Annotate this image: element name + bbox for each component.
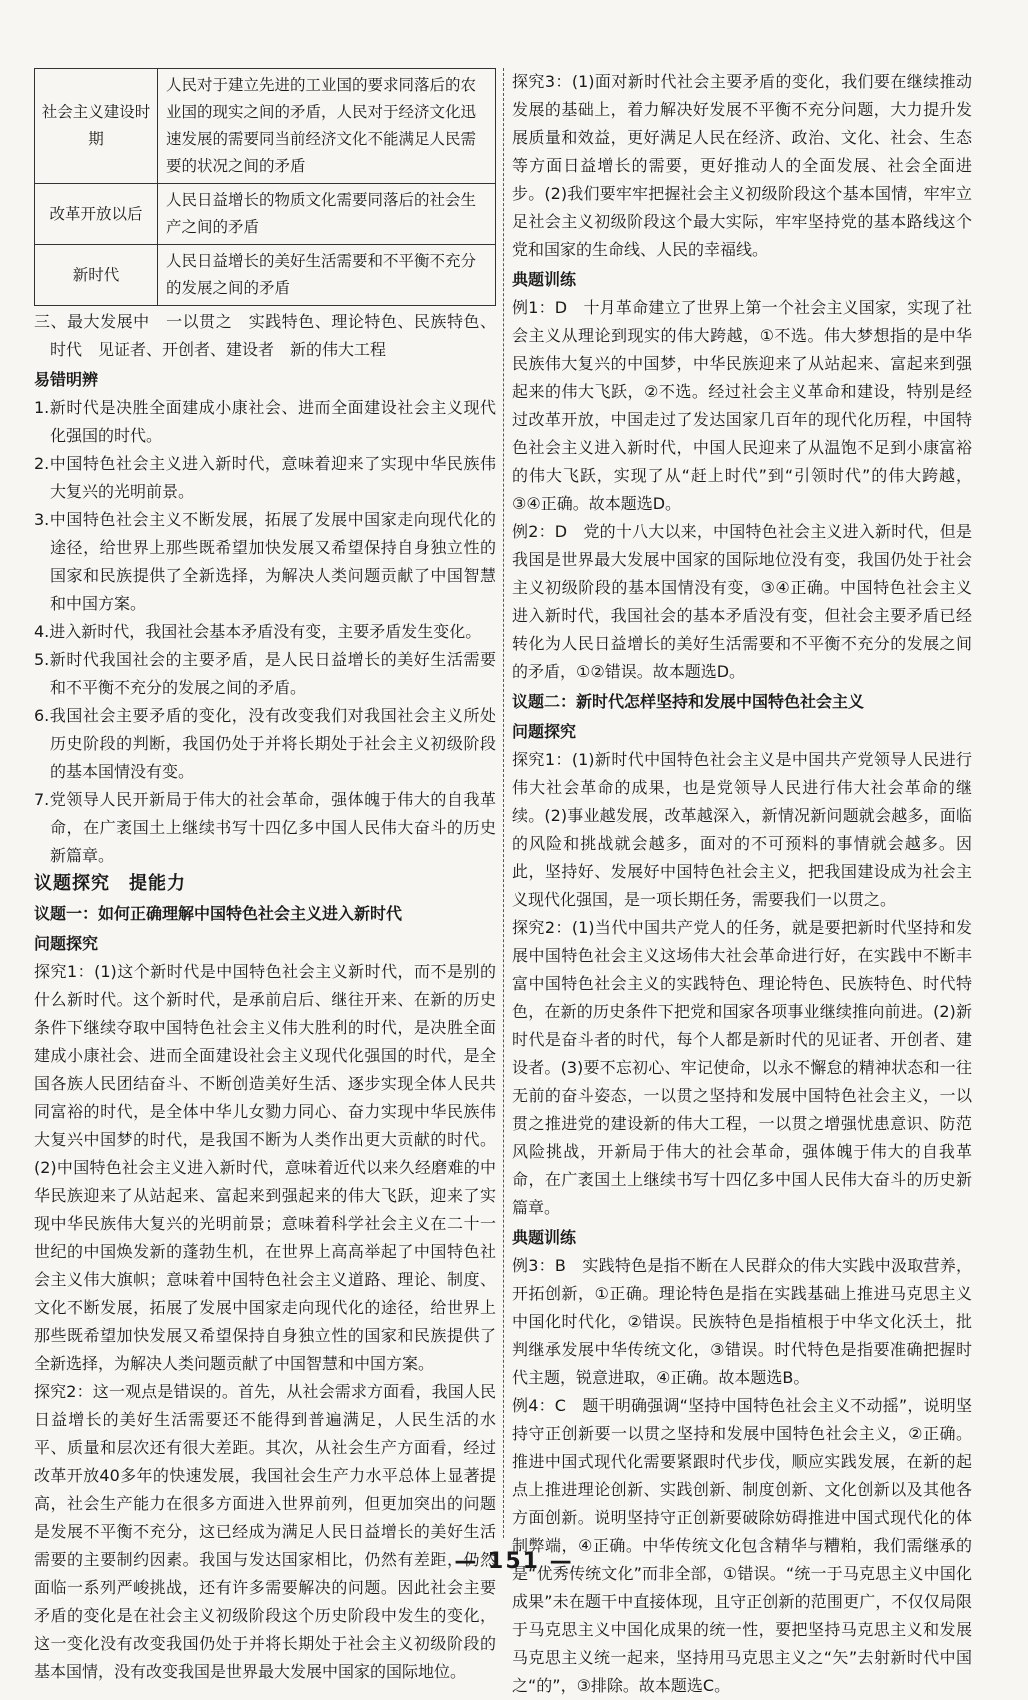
era-contradiction-table bbox=[34, 68, 496, 306]
table-row bbox=[35, 184, 496, 245]
tanjiu-1b-paragraph: 探究1：(1)新时代中国特色社会主义是中国共产党领导人民进行伟大社会革命的成果，也是党领导人民进行伟大社会革命的继续。(2)事业越发展，改革越深入，新情况新问题就会越多，面临的风险和挑战就会越多，面对的不可预料的事情就会越多。因此，坚持好、发展好中国特色社会主义，把我国建设成为社会主义现代化强国，是一项长期任务，需要我们一以贯之。 bbox=[512, 750, 972, 909]
topic-1-heading: 议题一：如何正确理解中国特色社会主义进入新时代 bbox=[34, 904, 403, 923]
page-number: — 151 — bbox=[454, 1549, 574, 1574]
tanjiu-1-paragraph: 探究1：(1)这个新时代是中国特色社会主义新时代，而不是别的什么新时代。这个新时代，是承前启后、继往开来、在新的历史条件下继续夺取中国特色社会主义伟大胜利的时代，是决胜全面建成小康社会、进而全面建设社会主义现代化强国的时代，是全国各族人民团结奋斗、不断创造美好生活、逐步实现全体人民共同富裕的时代，是全体中华儿女勠力同心、奋力实现中华民族伟大复兴中国梦的时代，是我国不断为人类作出更大贡献的时代。(2)中国特色社会主义进入新时代，意味着近代以来久经磨难的中华民族迎来了从站起来、富起来到强起来的伟大飞跃，迎来了实现中华民族伟大复兴的光明前景；意味着科学社会主义在二十一世纪的中国焕发新的蓬勃生机，在世界上高高举起了中国特色社会主义伟大旗帜；意味着中国特色社会主义道路、理论、制度、文化不断发展，拓展了发展中国家走向现代化的途径，给世界上那些既希望加快发展又希望保持自身独立性的国家和民族提供了全新选择，为解决人类问题贡献了中国智慧和中国方案。 bbox=[34, 962, 496, 1373]
era-desc-cell: 人民日益增长的物质文化需要同落后的社会生产之间的矛盾 bbox=[158, 184, 496, 245]
tanjiu-2b-paragraph: 探究2：(1)当代中国共产党人的任务，就是要把新时代坚持和发展中国特色社会主义这场伟大社会革命进行好，在实践中不断丰富中国特色社会主义的实践特色、理论特色、民族特色、时代特色，在新的历史条件下把党和国家各项事业继续推向前进。(2)新时代是奋斗者的时代，每个人都是新时代的见证者、开创者、建设者。(3)要不忘初心、牢记使命，以永不懈怠的精神状态和一往无前的奋斗姿态，一以贯之坚持和发展中国特色社会主义，一以贯之推进党的建设新的伟大工程，一以贯之增强忧患意识、防范风险挑战，开新局于伟大的社会革命，强体魄于伟大的自我革命，在广袤国土上继续书写十四亿多中国人民伟大奋斗的历史新篇章。 bbox=[512, 918, 972, 1217]
section-heading: 议题探究 提能力 bbox=[34, 873, 186, 894]
example-3: 例3：B 实践特色是指不断在人民群众的伟大实践中汲取营养，开拓创新，①正确。理论特色是指在实践基础上推进马克思主义中国化时代化，②错误。民族特色是指植根于中华文化沃土，批判继承发展中华传统文化，③错误。时代特色是指要准确把握时代主题，锐意进取，④正确。故本题选B。 bbox=[512, 1256, 972, 1387]
yicuo-item: 4.进入新时代，我国社会基本矛盾没有变，主要矛盾发生变化。 bbox=[34, 622, 482, 641]
wenti-heading: 问题探究 bbox=[512, 722, 577, 741]
dianti-heading: 典题训练 bbox=[512, 1228, 577, 1247]
tanjiu-2-paragraph: 探究2：这一观点是错误的。首先，从社会需求方面看，我国人民日益增长的美好生活需要还不能得到普遍满足，人民生活的水平、质量和层次还有很大差距。其次，从社会生产方面看，经过改革开放40多年的快速发展，我国社会生产力水平总体上显著提高，社会生产能力在很多方面进入世界前列，但更加突出的问题是发展不平衡不充分，这已经成为满足人民日益增长的美好生活需要的主要制约因素。我国与发达国家相比，仍然有差距，仍然面临一系列严峻挑战，还有许多需要解决的问题。因此社会主要矛盾的变化是在社会主义初级阶段这个历史阶段中发生的变化，这一变化没有改变我国仍处于并将长期处于社会主义初级阶段的基本国情，没有改变我国是世界最大发展中国家的国际地位。 bbox=[34, 1382, 496, 1681]
right-column bbox=[512, 68, 972, 1700]
yicuo-item: 3.中国特色社会主义不断发展，拓展了发展中国家走向现代化的途径，给世界上那些既希望加快发展又希望保持自身独立性的国家和民族提供了全新选择，为解决人类问题贡献了中国智慧和中国方案。 bbox=[34, 510, 496, 613]
yicuo-item: 2.中国特色社会主义进入新时代，意味着迎来了实现中华民族伟大复兴的光明前景。 bbox=[34, 454, 496, 501]
answer-item-3: 三、最大发展中 一以贯之 实践特色、理论特色、民族特色、时代 见证者、开创者、建设者 新的伟大工程 bbox=[34, 312, 496, 359]
column-divider bbox=[503, 68, 504, 1538]
example-2: 例2：D 党的十八大以来，中国特色社会主义进入新时代，但是我国是世界最大发展中国家的国际地位没有变，我国仍处于社会主义初级阶段的基本国情没有变，③④正确。中国特色社会主义进入新时代，我国社会的基本矛盾没有变，但社会主要矛盾已经转化为人民日益增长的美好生活需要和不平衡不充分的发展之间的矛盾，①②错误。故本题选D。 bbox=[512, 522, 972, 681]
era-desc-cell: 人民日益增长的美好生活需要和不平衡不充分的发展之间的矛盾 bbox=[158, 245, 496, 306]
left-column bbox=[34, 68, 496, 1686]
yicuo-item: 5.新时代我国社会的主要矛盾，是人民日益增长的美好生活需要和不平衡不充分的发展之间的矛盾。 bbox=[34, 650, 496, 697]
era-name-cell: 新时代 bbox=[35, 245, 158, 306]
yicuo-item: 6.我国社会主要矛盾的变化，没有改变我们对我国社会主义所处历史阶段的判断，我国仍处于并将长期处于社会主义初级阶段的基本国情没有变。 bbox=[34, 706, 496, 781]
era-desc-cell: 人民对于建立先进的工业国的要求同落后的农业国的现实之间的矛盾，人民对于经济文化迅速发展的需要同当前经济文化不能满足人民需要的状况之间的矛盾 bbox=[158, 69, 496, 184]
era-name-cell: 社会主义建设时期 bbox=[35, 69, 158, 184]
dianti-heading: 典题训练 bbox=[512, 270, 577, 289]
example-1: 例1：D 十月革命建立了世界上第一个社会主义国家，实现了社会主义从理论到现实的伟大跨越，①不选。伟大梦想指的是中华民族伟大复兴的中国梦，中华民族迎来了从站起来、富起来到强起来的伟大飞跃，②不选。经过社会主义革命和建设，特别是经过改革开放，中国走过了发达国家几百年的现代化历程，中国特色社会主义进入新时代，中国人民迎来了从温饱不足到小康富裕的伟大飞跃，实现了从“赶上时代”到“引领时代”的伟大跨越，③④正确。故本题选D。 bbox=[512, 298, 972, 513]
era-name-cell: 改革开放以后 bbox=[35, 184, 158, 245]
example-4: 例4：C 题干明确强调“坚持中国特色社会主义不动摇”，说明坚持守正创新要一以贯之坚持和发展中国特色社会主义，②正确。推进中国式现代化需要紧跟时代步伐，顺应实践发展，在新的起点上推进理论创新、实践创新、制度创新、文化创新以及其他各方面创新。说明坚持守正创新要破除妨碍推进中国式现代化的体制弊端，④正确。中华传统文化包含精华与糟粕，我们需继承的是“优秀传统文化”而非全部，①错误。“统一于马克思主义中国化成果”未在题干中直接体现，且守正创新的范围更广，不仅仅局限于马克思主义中国化成果的统一性，要把坚持马克思主义和发展马克思主义统一起来，坚持用马克思主义之“矢”去射新时代中国之“的”，③排除。故本题选C。 bbox=[512, 1396, 972, 1695]
topic-2-heading: 议题二：新时代怎样坚持和发展中国特色社会主义 bbox=[512, 692, 865, 711]
yicuo-item: 1.新时代是决胜全面建成小康社会、进而全面建设社会主义现代化强国的时代。 bbox=[34, 398, 496, 445]
tanjiu-3-paragraph: 探究3：(1)面对新时代社会主要矛盾的变化，我们要在继续推动发展的基础上，着力解决好发展不平衡不充分问题，大力提升发展质量和效益，更好满足人民在经济、政治、文化、社会、生态等方面日益增长的需要，更好推动人的全面发展、社会全面进步。(2)我们要牢牢把握社会主义初级阶段这个基本国情，牢牢立足社会主义初级阶段这个最大实际，牢牢坚持党的基本路线这个党和国家的生命线、人民的幸福线。 bbox=[512, 72, 972, 259]
table-row bbox=[35, 69, 496, 184]
wenti-heading: 问题探究 bbox=[34, 934, 99, 953]
yicuo-item: 7.党领导人民开新局于伟大的社会革命，强体魄于伟大的自我革命，在广袤国土上继续书写十四亿多中国人民伟大奋斗的历史新篇章。 bbox=[34, 790, 496, 865]
yicuo-heading: 易错明辨 bbox=[34, 370, 99, 389]
table-row bbox=[35, 245, 496, 306]
